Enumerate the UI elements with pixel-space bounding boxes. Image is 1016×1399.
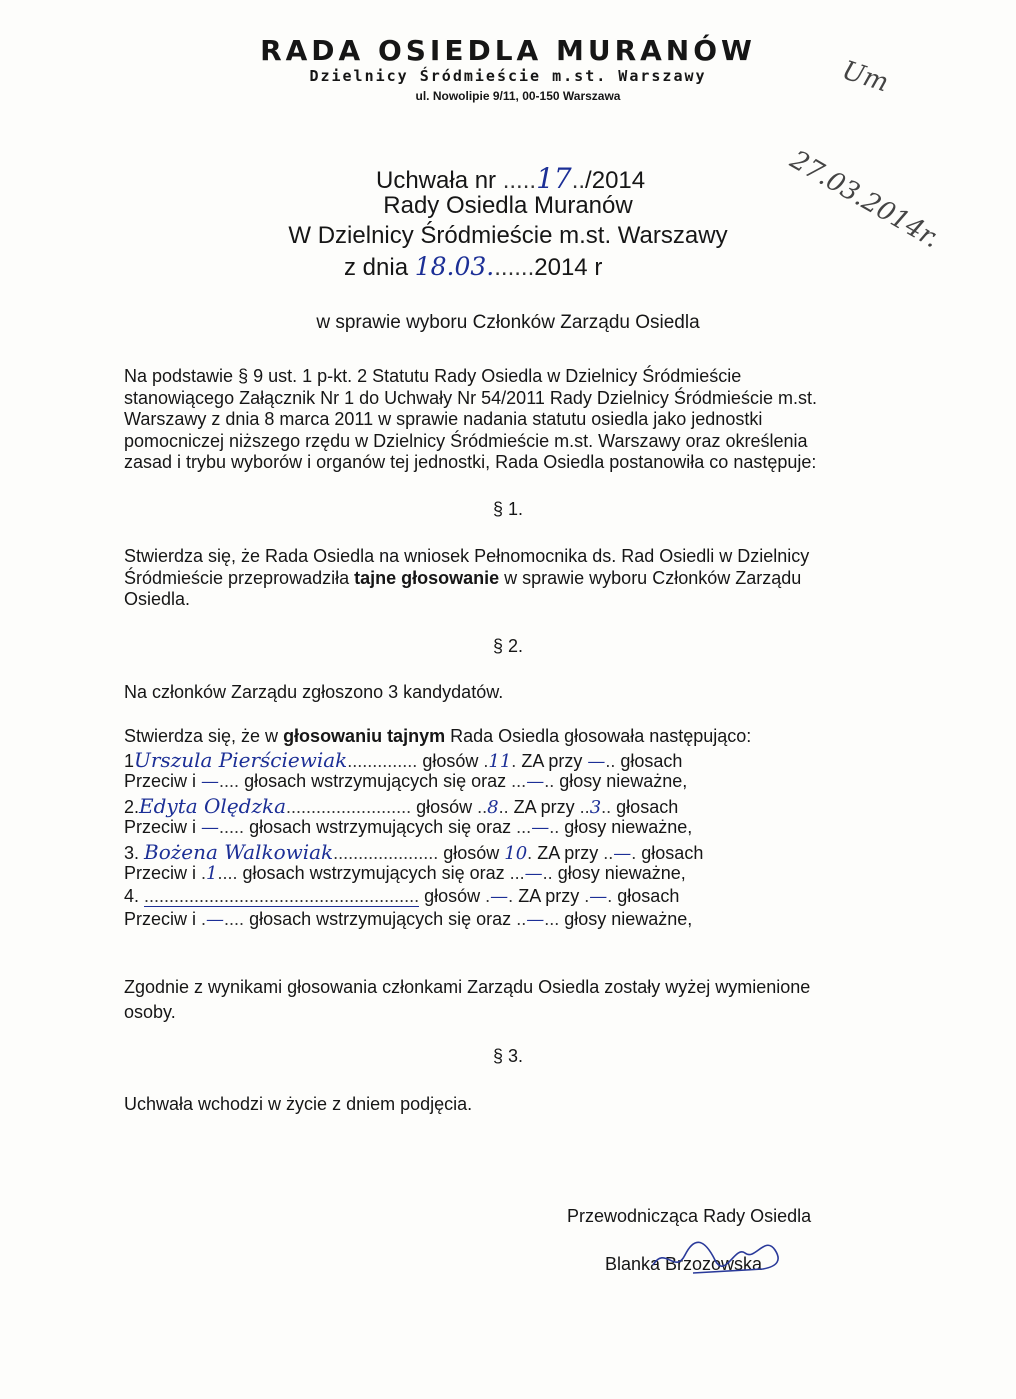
candidate-row-2: 2.Edyta Olędzka......................... głosów ..8.. ZA przy ..3.. głosach: [124, 794, 679, 818]
section-2-heading: § 2.: [492, 636, 524, 656]
candidate-detail-3: Przeciw i .1.... głosach wstrzymujących się oraz ...—.. głosy nieważne,: [124, 863, 686, 884]
resolution-prefix: Uchwała nr: [376, 167, 503, 194]
org-district: Dzielnicy Śródmieście m.st. Warszawy: [309, 67, 707, 85]
resolution-date-line: z dnia 18.03.......2014 r: [344, 252, 603, 281]
handwritten-signature: [645, 1225, 805, 1285]
preamble-line: pomocniczej niższego rzędu w Dzielnicy Śródmieście m.st. Warszawy oraz określenia: [124, 430, 808, 451]
candidates-count-text: Na członków Zarządu zgłoszono 3 kandydatów.: [124, 682, 504, 702]
preamble-line: Warszawy z dnia 8 marca 2011 w sprawie nadania statutu osiedla jako jednostki: [124, 409, 763, 429]
preamble-line: zasad i trybu wyborów i organów tej jednostki, Rada Osiedla postanowiła co następuje:: [124, 452, 817, 472]
signatory-role: Przewodnicząca Rady Osiedla: [567, 1206, 812, 1226]
resolution-date: 18.03.: [414, 252, 495, 281]
candidate-row-1: 1Urszula Pierściewiak.............. głosów .11. ZA przy —.. głosach: [124, 748, 683, 772]
preamble-line: stanowiącego Załącznik Nr 1 do Uchwały Nr 54/2011 Rady Dzielnicy Śródmieście m.st.: [124, 387, 817, 408]
candidate-detail-4: Przeciw i .—.... głosach wstrzymujących się oraz ..—... głosy nieważne,: [124, 909, 693, 930]
resolution-number: 17: [536, 162, 572, 195]
section-1-text: Stwierdza się, że Rada Osiedla na wniosek Pełnomocnika ds. Rad Osiedli w Dzielnicy Śródmieście przeprowadziła tajne głosowanie w sprawie wyboru Członków Zarządu Osiedla.: [124, 546, 810, 609]
section-1-heading: § 1.: [492, 499, 524, 519]
preamble: [124, 366, 817, 474]
candidate-votes: 8: [487, 797, 499, 818]
resolution-council: Rady Osiedla Muranów: [383, 192, 633, 219]
candidate-detail-2: Przeciw i —..... głosach wstrzymujących się oraz ...—.. głosy nieważne,: [124, 817, 693, 838]
vote-intro: Stwierdza się, że w głosowaniu tajnym Rada Osiedla głosowała następująco:: [124, 726, 752, 746]
date-prefix: z dnia: [344, 254, 415, 281]
election-result: Zgodnie z wynikami głosowania członkami Zarządu Osiedla zostały wyżej wymienione osoby.: [124, 977, 811, 1022]
resolution-year: /2014: [585, 167, 646, 194]
org-address: ul. Nowolipie 9/11, 00-150 Warszawa: [415, 89, 621, 103]
handwritten-receipt-date: 27.03.2014r.: [785, 145, 945, 255]
section-3-text: Uchwała wchodzi w życie z dniem podjęcia.: [124, 1094, 473, 1114]
candidate-votes: 11: [488, 751, 512, 772]
handwritten-receipt-note: Um: [838, 55, 893, 99]
candidate-name: Urszula Pierściewiak: [134, 748, 348, 772]
candidate-votes: 10: [504, 843, 528, 864]
date-year: 2014 r: [534, 254, 603, 281]
preamble-line: Na podstawie § 9 ust. 1 p-kt. 2 Statutu Rady Osiedla w Dzielnicy Śródmieście: [124, 366, 742, 386]
candidate-row-3: 3. Bożena Walkowiak..................... głosów 10. ZA przy ..—. głosach: [124, 840, 704, 864]
candidate-name: Bożena Walkowiak: [144, 840, 334, 864]
resolution-district: W Dzielnicy Śródmieście m.st. Warszawy: [288, 222, 728, 249]
candidate-name: Edyta Olędzka: [139, 794, 287, 818]
resolution-number-line: Uchwała nr .....17../2014: [376, 162, 646, 195]
candidate-detail-1: Przeciw i —.... głosach wstrzymujących się oraz ...—.. głosy nieważne,: [124, 771, 688, 792]
signatory-name: Blanka Brzozowska: [605, 1254, 763, 1274]
org-name: RADA OSIEDLA MURANÓW: [260, 34, 756, 67]
candidate-row-4: 4. ....................................................... głosów .—. ZA przy .—. głosach: [124, 886, 680, 907]
resolution-subject: w sprawie wyboru Członków Zarządu Osiedla: [316, 312, 700, 333]
section-3-heading: § 3.: [492, 1046, 524, 1066]
